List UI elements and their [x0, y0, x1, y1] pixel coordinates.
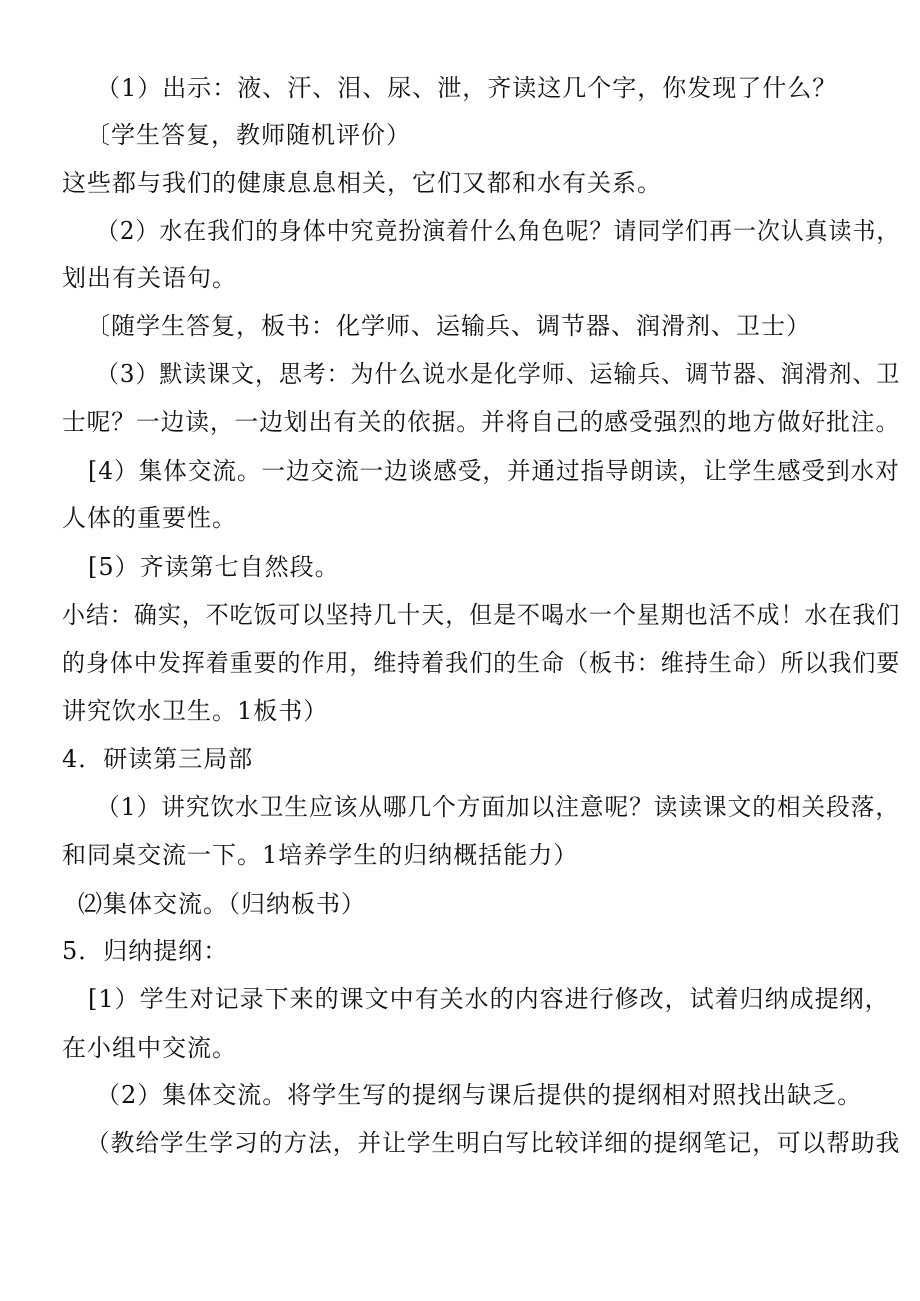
text-line: 的身体中发挥着重要的作用，维持着我们的生命（板书：维持生命）所以我们要: [62, 649, 901, 677]
text-line: 小结：确实，不吃饭可以坚持几十天，但是不喝水一个星期也活不成！水在我们: [62, 601, 901, 629]
text-line: （教给学生学习的方法，并让学生明白写比较详细的提纲笔记，可以帮助我: [86, 1129, 901, 1157]
section-heading: 4．研读第三局部: [62, 745, 254, 773]
text-line: （2）水在我们的身体中究竟扮演着什么角色呢？请同学们再一次认真读书，: [96, 217, 901, 245]
text-line: 和同桌交流一下。1培养学生的归纳概括能力）: [62, 841, 579, 869]
text-line: 讲究饮水卫生。1板书）: [62, 697, 329, 725]
text-line: 划出有关语句。: [62, 264, 237, 292]
text-line: （2）集体交流。将学生写的提纲与课后提供的提纲相对照找出缺乏。: [96, 1081, 863, 1109]
text-line: （1）讲究饮水卫生应该从哪几个方面加以注意呢？读读课文的相关段落，: [96, 793, 901, 821]
text-line: （1）出示：液、汗、泪、尿、泄，齐读这几个字，你发现了什么？: [96, 74, 838, 102]
text-line: 〔学生答复，教师随机评价）: [86, 121, 411, 149]
text-line: [1）学生对记录下来的课文中有关水的内容进行修改，试着归纳成提纲，: [88, 985, 890, 1013]
text-line: （3）默读课文，思考：为什么说水是化学师、运输兵、调节器、润滑剂、卫: [96, 360, 901, 388]
text-line: 在小组中交流。: [62, 1034, 237, 1062]
text-line: [4）集体交流。一边交流一边谈感受，并通过指导朗读，让学生感受到水对: [88, 457, 900, 485]
text-line: [5）齐读第七自然段。: [88, 553, 340, 581]
text-line: 〔随学生答复，板书：化学师、运输兵、调节器、润滑剂、卫士）: [86, 312, 811, 340]
text-line: 士呢？一边读，一边划出有关的依据。并将自己的感受强烈的地方做好批注。: [62, 408, 901, 436]
text-line: 人体的重要性。: [62, 504, 237, 532]
text-line: ⑵集体交流。（归纳板书）: [78, 890, 366, 918]
section-heading: 5．归纳提纲：: [62, 937, 229, 965]
text-line: 这些都与我们的健康息息相关，它们又都和水有关系。: [62, 169, 662, 197]
